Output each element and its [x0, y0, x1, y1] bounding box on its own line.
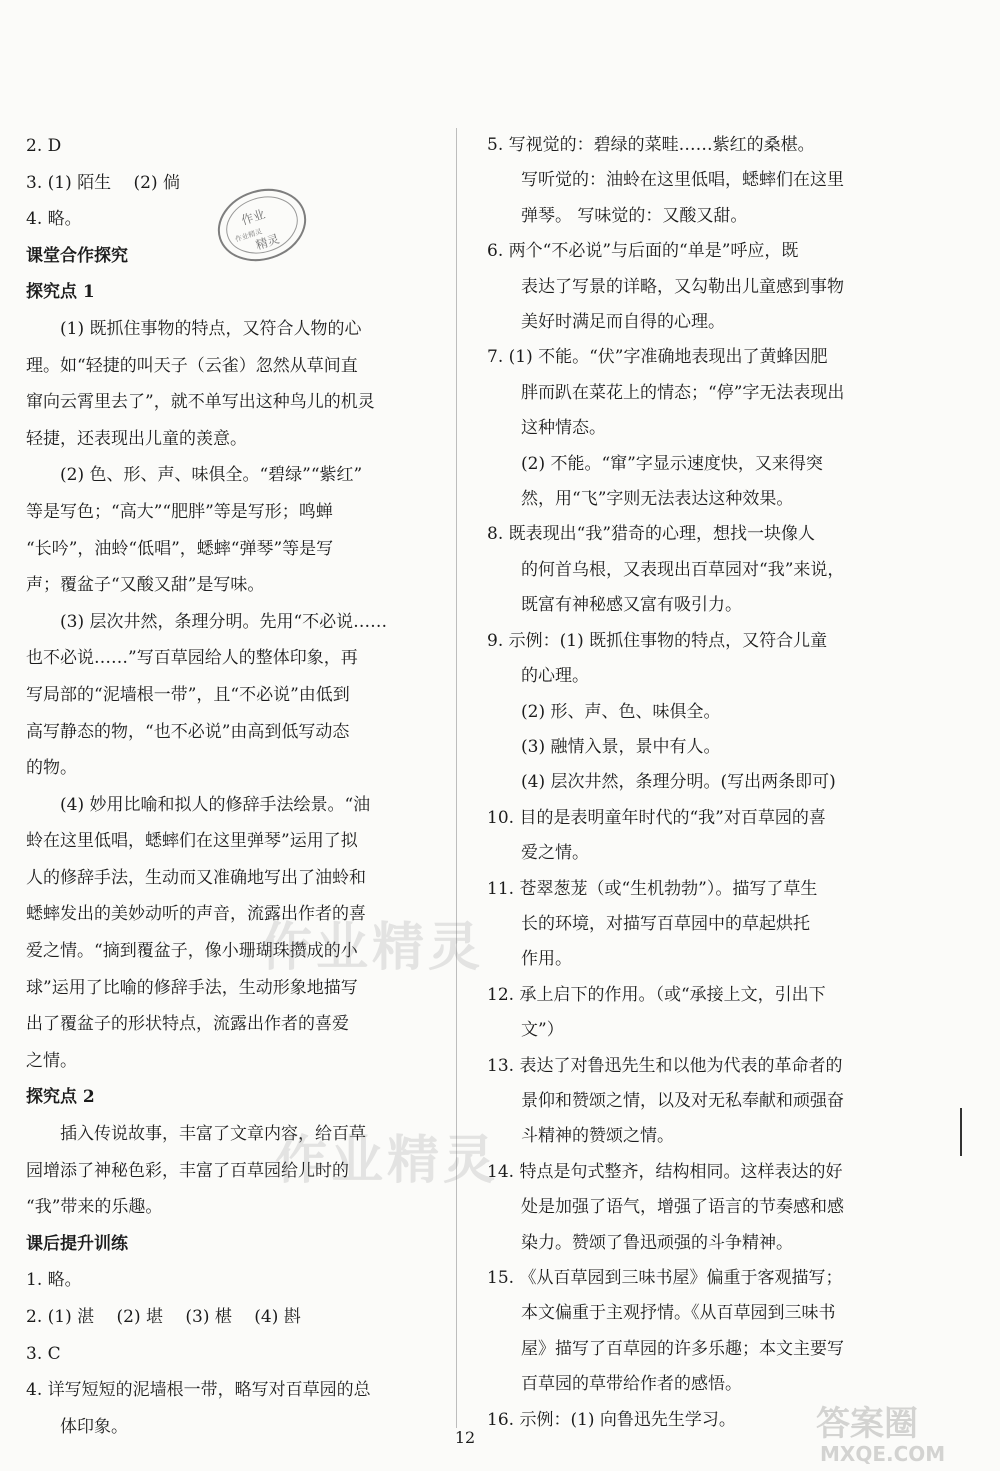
- text-line: (4) 妙用比喻和拟人的修辞手法绘景。“油: [60, 794, 371, 815]
- text-line: 等是写色；“高大”“肥胖”等是写形；鸣蝉: [26, 501, 333, 522]
- corner-watermark-url: MXQE.COM: [820, 1442, 946, 1466]
- corner-watermark-title: 答案圈: [816, 1404, 918, 1444]
- text-line: 写听觉的：油蛉在这里低唱，蟋蟀们在这里: [521, 170, 844, 191]
- text-line: 高写静态的物，“也不必说”由高到低写动态: [26, 721, 350, 742]
- text-line: (1) 既抓住事物的特点，又符合人物的心: [60, 318, 362, 339]
- stamp-logo: [212, 185, 312, 265]
- text-line: 胖而趴在菜花上的情态；“停”字无法表现出: [521, 382, 845, 403]
- text-line: 美好时满足而自得的心理。: [521, 312, 725, 333]
- text-line: 这种情态。: [521, 418, 606, 439]
- text-line: 长的环境，对描写百草园中的草起烘托: [521, 913, 810, 934]
- text-line: (2) 不能。“窜”字显示速度快，又来得突: [521, 453, 823, 474]
- text-line: 13. 表达了对鲁迅先生和以他为代表的革命者的: [487, 1055, 843, 1076]
- text-line: 14. 特点是句式整齐，结构相同。这样表达的好: [487, 1161, 843, 1182]
- text-line: 9. 示例：(1) 既抓住事物的特点，又符合儿童: [487, 630, 828, 651]
- text-line: 5. 写视觉的：碧绿的菜畦……紫红的桑椹。: [487, 135, 815, 155]
- text-line: 2. D: [26, 136, 62, 156]
- text-line: 1. 略。: [26, 1270, 82, 1291]
- text-line: 出了覆盆子的形状特点，流露出作者的喜爱: [26, 1014, 349, 1035]
- text-line: 屋》描写了百草园的许多乐趣；本文主要写: [521, 1338, 844, 1359]
- text-line: 插入传说故事，丰富了文章内容，给百草: [60, 1124, 366, 1145]
- text-line: 染力。赞颂了鲁迅顽强的斗争精神。: [521, 1232, 793, 1253]
- text-line: 10. 目的是表明童年时代的“我”对百草园的喜: [487, 807, 826, 828]
- text-line: (4) 层次井然，条理分明。(写出两条即可): [521, 772, 836, 793]
- text-line: 7. (1) 不能。“伏”字准确地表现出了黄蜂因肥: [487, 347, 828, 368]
- text-line: 写局部的“泥墙根一带”，且“不必说”由低到: [26, 684, 350, 705]
- text-line: 表达了写景的详略，又勾勒出儿童感到事物: [521, 276, 844, 297]
- stamp-text-top: 作业: [239, 206, 267, 228]
- text-line: 12. 承上启下的作用。（或“承接上文，引出下: [487, 984, 826, 1005]
- stamp-text-middle: 作业精灵: [234, 227, 264, 244]
- page-number: 12: [454, 1428, 476, 1447]
- text-line: 探究点 1: [26, 282, 95, 303]
- text-line: 理。如“轻捷的叫天子（云雀）忽然从草间直: [26, 355, 358, 376]
- text-line: 探究点 2: [26, 1087, 95, 1108]
- text-line: (3) 融情入景，景中有人。: [521, 736, 721, 757]
- text-line: 15. 《从百草园到三味书屋》偏重于客观描写；: [487, 1268, 843, 1288]
- text-line: (2) 色、形、声、味俱全。“碧绿”“紫红”: [60, 465, 363, 486]
- text-line: 课堂合作探究: [26, 245, 128, 266]
- text-line: 文”）: [521, 1020, 564, 1041]
- watermark-lower: 作业精灵: [275, 1131, 500, 1191]
- text-line: 8. 既表现出“我”猎奇的心理，想找一块像人: [487, 524, 816, 545]
- margin-mark: [960, 1108, 962, 1156]
- text-line: 声；覆盆子“又酸又甜”是写味。: [26, 575, 265, 596]
- text-line: 的物。: [26, 758, 77, 779]
- text-line: 百草园的草带给作者的感悟。: [521, 1374, 742, 1395]
- text-line: 3. C: [26, 1343, 61, 1364]
- text-line: 园增添了神秘色彩，丰富了百草园给儿时的: [26, 1160, 349, 1181]
- text-line: 之情。: [26, 1050, 77, 1071]
- text-line: 4. 略。: [26, 209, 82, 230]
- text-line: 蟋蟀发出的美妙动听的声音，流露出作者的喜: [26, 904, 366, 925]
- stamp-text-bottom: 精灵: [253, 231, 282, 253]
- text-line: 爱之情。“摘到覆盆子，像小珊瑚珠攒成的小: [26, 941, 358, 962]
- text-line: 斗精神的赞颂之情。: [521, 1126, 674, 1147]
- text-line: 体印象。: [60, 1416, 128, 1437]
- text-line: 窜向云霄里去了”，就不单写出这种鸟儿的机灵: [26, 392, 375, 413]
- watermark-upper: 作业精灵: [260, 918, 485, 978]
- text-line: 课后提升训练: [26, 1233, 128, 1254]
- text-line: 6. 两个“不必说”与后面的“单是”呼应，既: [487, 241, 799, 262]
- text-line: 作用。: [521, 949, 572, 970]
- right-column: [487, 128, 957, 1438]
- text-line: 本文偏重于主观抒情。《从百草园到三味书: [521, 1303, 836, 1324]
- text-line: 既富有神秘感又富有吸引力。: [521, 595, 742, 616]
- column-divider: [456, 128, 457, 1428]
- text-line: 爱之情。: [521, 843, 589, 864]
- text-line: 人的修辞手法，生动而又准确地写出了油蛉和: [26, 867, 366, 888]
- text-line: “长吟”，油蛉“低唱”，蟋蟀“弹琴”等是写: [26, 538, 334, 559]
- text-line: (2) 形、声、色、味俱全。: [521, 701, 721, 722]
- text-line: 球”运用了比喻的修辞手法，生动形象地描写: [26, 977, 358, 998]
- text-line: 的心理。: [521, 666, 589, 687]
- left-column: [26, 128, 436, 1445]
- text-line: 16. 示例：(1) 向鲁迅先生学习。: [487, 1409, 736, 1430]
- text-line: 景仰和赞颂之情，以及对无私奉献和顽强奋: [521, 1090, 844, 1111]
- text-line: 蛉在这里低唱，蟋蟀们在这里弹琴”运用了拟: [26, 831, 358, 852]
- text-line: (3) 层次井然，条理分明。先用“不必说……: [60, 611, 388, 632]
- text-line: 轻捷，还表现出儿童的羡意。: [26, 428, 247, 449]
- text-line: 的何首乌根，又表现出百草园对“我”来说，: [521, 559, 845, 580]
- text-line: 11. 苍翠葱茏（或“生机勃勃”）。描写了草生: [487, 878, 818, 899]
- text-line: 然，用“飞”字则无法表达这种效果。: [521, 489, 794, 510]
- text-line: 3. (1) 陌生 (2) 倘: [26, 172, 180, 193]
- text-line: 2. (1) 湛 (2) 堪 (3) 椹 (4) 斟: [26, 1307, 301, 1327]
- text-line: 弹琴。 写味觉的：又酸又甜。: [521, 205, 748, 226]
- text-line: 也不必说……”写百草园给人的整体印象，再: [26, 648, 358, 669]
- text-line: 4. 详写短短的泥墙根一带，略写对百草园的总: [26, 1380, 371, 1401]
- text-line: “我”带来的乐趣。: [26, 1197, 163, 1218]
- text-line: 处是加强了语气，增强了语言的节奏感和感: [521, 1197, 844, 1218]
